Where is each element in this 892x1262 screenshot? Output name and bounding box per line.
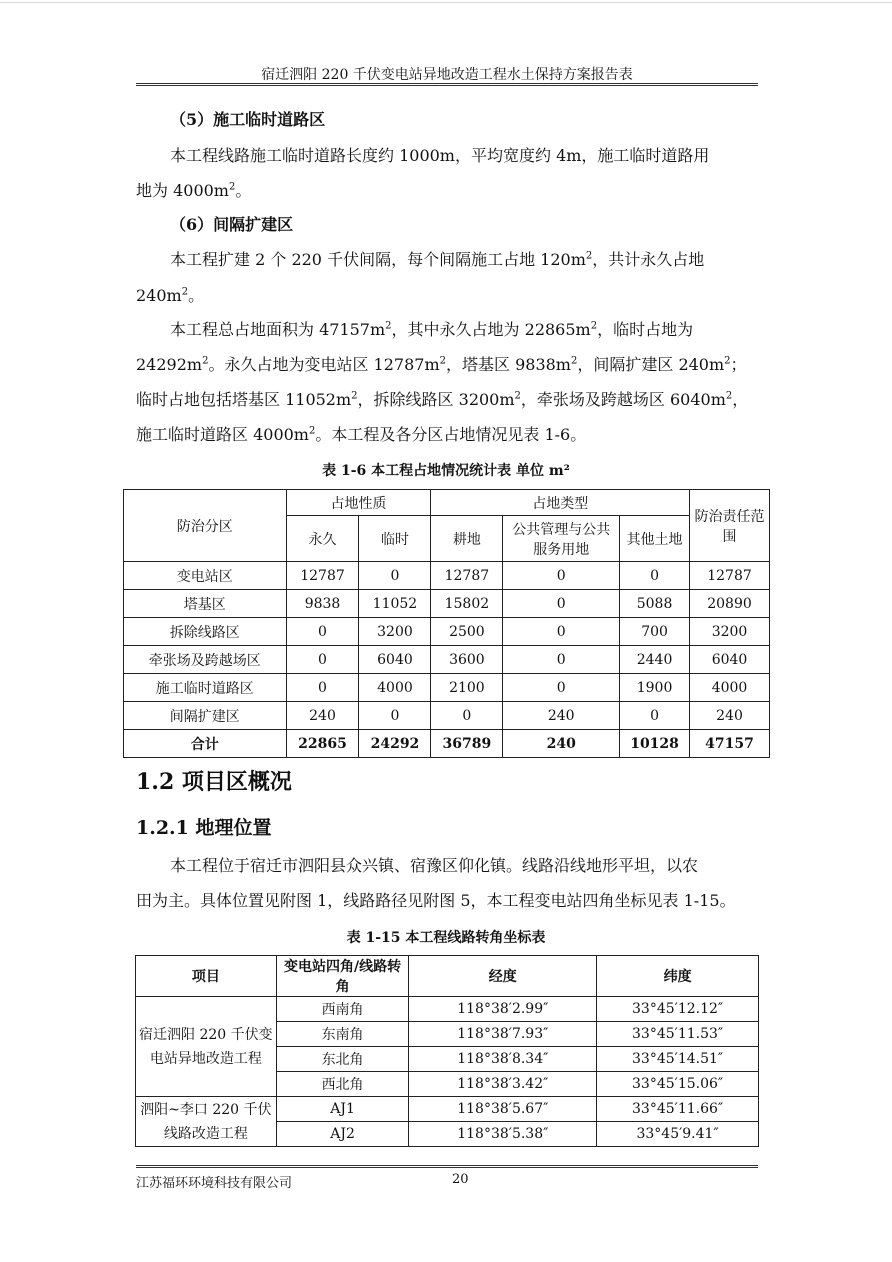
cell-lon: 118°38′5.67″ [409,1097,597,1122]
table-1-6-caption: 表 1-6 本工程占地情况统计表 单位 m² [322,463,570,479]
header-land-nature: 占地性质 [286,490,431,516]
cell-scope: 6040 [690,646,770,674]
page-top-border [0,2,892,3]
cell-lat: 33°45′12.12″ [597,997,759,1022]
cell-perm: 9838 [286,590,359,618]
header-land-type: 占地类型 [431,490,690,516]
cell-other: 5088 [620,590,690,618]
header-zone: 防治分区 [124,490,287,562]
cell-scope: 12787 [690,562,770,590]
cell-farm: 15802 [431,590,503,618]
location-para-line1: 本工程位于宿迁市泗阳县众兴镇、宿豫区仰化镇。线路沿线地形平坦，以农 [170,856,699,875]
table-row [124,590,770,618]
cell-scope: 3200 [690,618,770,646]
cell-perm: 12787 [286,562,359,590]
header-public-land: 公共管理与公共服务用地 [503,516,620,562]
cell-lon: 118°38′7.93″ [409,1022,597,1047]
group-line: 泗阳~李口 220 千伏线路改造工程 [136,1097,277,1147]
page-number: 20 [452,1172,469,1187]
footer-company: 江苏福环环境科技有限公司 [136,1176,293,1191]
table-row [136,1097,759,1122]
header-corner: 变电站四角/线路转角 [276,956,409,997]
cell-public: 0 [503,646,620,674]
cell-zone: 间隔扩建区 [124,702,287,730]
table-row [136,997,759,1022]
cell-perm: 240 [286,702,359,730]
header-responsibility-scope: 防治责任范围 [690,490,770,562]
cell-farm: 2100 [431,674,503,702]
cell-zone: 变电站区 [124,562,287,590]
page-header: 宿迁泗阳 220 千伏变电站异地改造工程水土保持方案报告表 [261,67,633,83]
cell-public: 0 [503,618,620,646]
cell-scope: 240 [690,702,770,730]
cell-farm: 0 [431,702,503,730]
cell-other: 700 [620,618,690,646]
header-latitude: 纬度 [597,956,759,997]
section-6-heading: （6）间隔扩建区 [170,215,294,234]
cell-farm: 12787 [431,562,503,590]
coordinate-table [135,955,759,1147]
footer-rule [136,1165,758,1168]
cell-perm: 0 [286,618,359,646]
cell-other: 10128 [620,730,690,758]
header-farmland: 耕地 [431,516,503,562]
cell-public: 240 [503,730,620,758]
cell-other: 0 [620,702,690,730]
header-rule [136,83,758,86]
cell-lat: 33°45′14.51″ [597,1047,759,1072]
table-row [124,646,770,674]
section-5-heading: （5）施工临时道路区 [170,110,326,129]
summary-line3: 临时占地包括塔基区 $11052m^2$，拆除线路区 $3200m^2$，牵张场及跨越场区 $6040m^2$， [136,390,749,409]
table-row [124,562,770,590]
table-1-15-caption: 表 1-15 本工程线路转角坐标表 [346,930,546,946]
cell-scope: 47157 [690,730,770,758]
group-substation: 宿迁泗阳 220 千伏变电站异地改造工程 [136,997,277,1097]
cell-scope: 20890 [690,590,770,618]
header-other-land: 其他土地 [620,516,690,562]
cell-other: 2440 [620,646,690,674]
cell-public: 0 [503,590,620,618]
cell-lat: 33°45′9.41″ [597,1122,759,1147]
cell-corner: 东北角 [276,1047,409,1072]
cell-other: 0 [620,562,690,590]
cell-corner: AJ2 [276,1122,409,1147]
header-longitude: 经度 [409,956,597,997]
cell-temp: 6040 [359,646,431,674]
cell-farm: 2500 [431,618,503,646]
cell-farm: 36789 [431,730,503,758]
cell-farm: 3600 [431,646,503,674]
section-5-para-line1: 本工程线路施工临时道路长度约 1000m，平均宽度约 4m，施工临时道路用 [170,146,710,165]
table-row [124,730,770,758]
cell-temp: 0 [359,562,431,590]
cell-zone: 拆除线路区 [124,618,287,646]
summary-line4: 施工临时道路区 $4000m^2$。本工程及各分区占地情况见表 1-6。 [136,425,587,444]
section-5-para-line2: 地为 $4000m^2$。 [136,181,252,200]
cell-lat: 33°45′11.53″ [597,1022,759,1047]
header-temporary: 临时 [359,516,431,562]
cell-temp: 4000 [359,674,431,702]
cell-lon: 118°38′8.34″ [409,1047,597,1072]
cell-lon: 118°38′3.42″ [409,1072,597,1097]
cell-zone: 牵张场及跨越场区 [124,646,287,674]
cell-public: 0 [503,562,620,590]
cell-perm: 0 [286,674,359,702]
cell-corner: 东南角 [276,1022,409,1047]
cell-zone: 施工临时道路区 [124,674,287,702]
cell-corner: 西南角 [276,997,409,1022]
table-row [124,618,770,646]
summary-line1: 本工程总占地面积为 $47157m^2$，其中永久占地为 $22865m^2$，临时占地为 [170,320,694,339]
table-row [124,674,770,702]
cell-lat: 33°45′15.06″ [597,1072,759,1097]
cell-temp: 24292 [359,730,431,758]
header-item: 项目 [136,956,277,997]
section-1-2-1-title: 1.2.1 地理位置 [136,817,272,839]
cell-corner: 西北角 [276,1072,409,1097]
section-1-2-title: 1.2 项目区概况 [136,769,292,795]
cell-public: 0 [503,674,620,702]
cell-temp: 11052 [359,590,431,618]
section-6-para-line1: 本工程扩建 2 个 220 千伏间隔，每个间隔施工占地 $120m^2$，共计永久占地 [170,250,705,269]
cell-temp: 0 [359,702,431,730]
cell-corner: AJ1 [276,1097,409,1122]
table-row [124,702,770,730]
header-permanent: 永久 [286,516,359,562]
cell-perm: 0 [286,646,359,674]
cell-perm: 22865 [286,730,359,758]
cell-other: 1900 [620,674,690,702]
cell-lon: 118°38′5.38″ [409,1122,597,1147]
summary-line2: $24292m^2$。永久占地为变电站区 $12787m^2$，塔基区 $9838m^2$，间隔扩建区 $240m^2$； [136,355,747,374]
cell-lat: 33°45′11.66″ [597,1097,759,1122]
cell-temp: 3200 [359,618,431,646]
cell-scope: 4000 [690,674,770,702]
cell-zone: 合计 [124,730,287,758]
cell-zone: 塔基区 [124,590,287,618]
section-6-para-line2: $240m^2$。 [136,286,205,305]
cell-lon: 118°38′2.99″ [409,997,597,1022]
location-para-line2: 田为主。具体位置见附图 1，线路路径见附图 5，本工程变电站四角坐标见表 1-15。 [136,891,736,910]
land-use-table [123,489,770,758]
cell-public: 240 [503,702,620,730]
